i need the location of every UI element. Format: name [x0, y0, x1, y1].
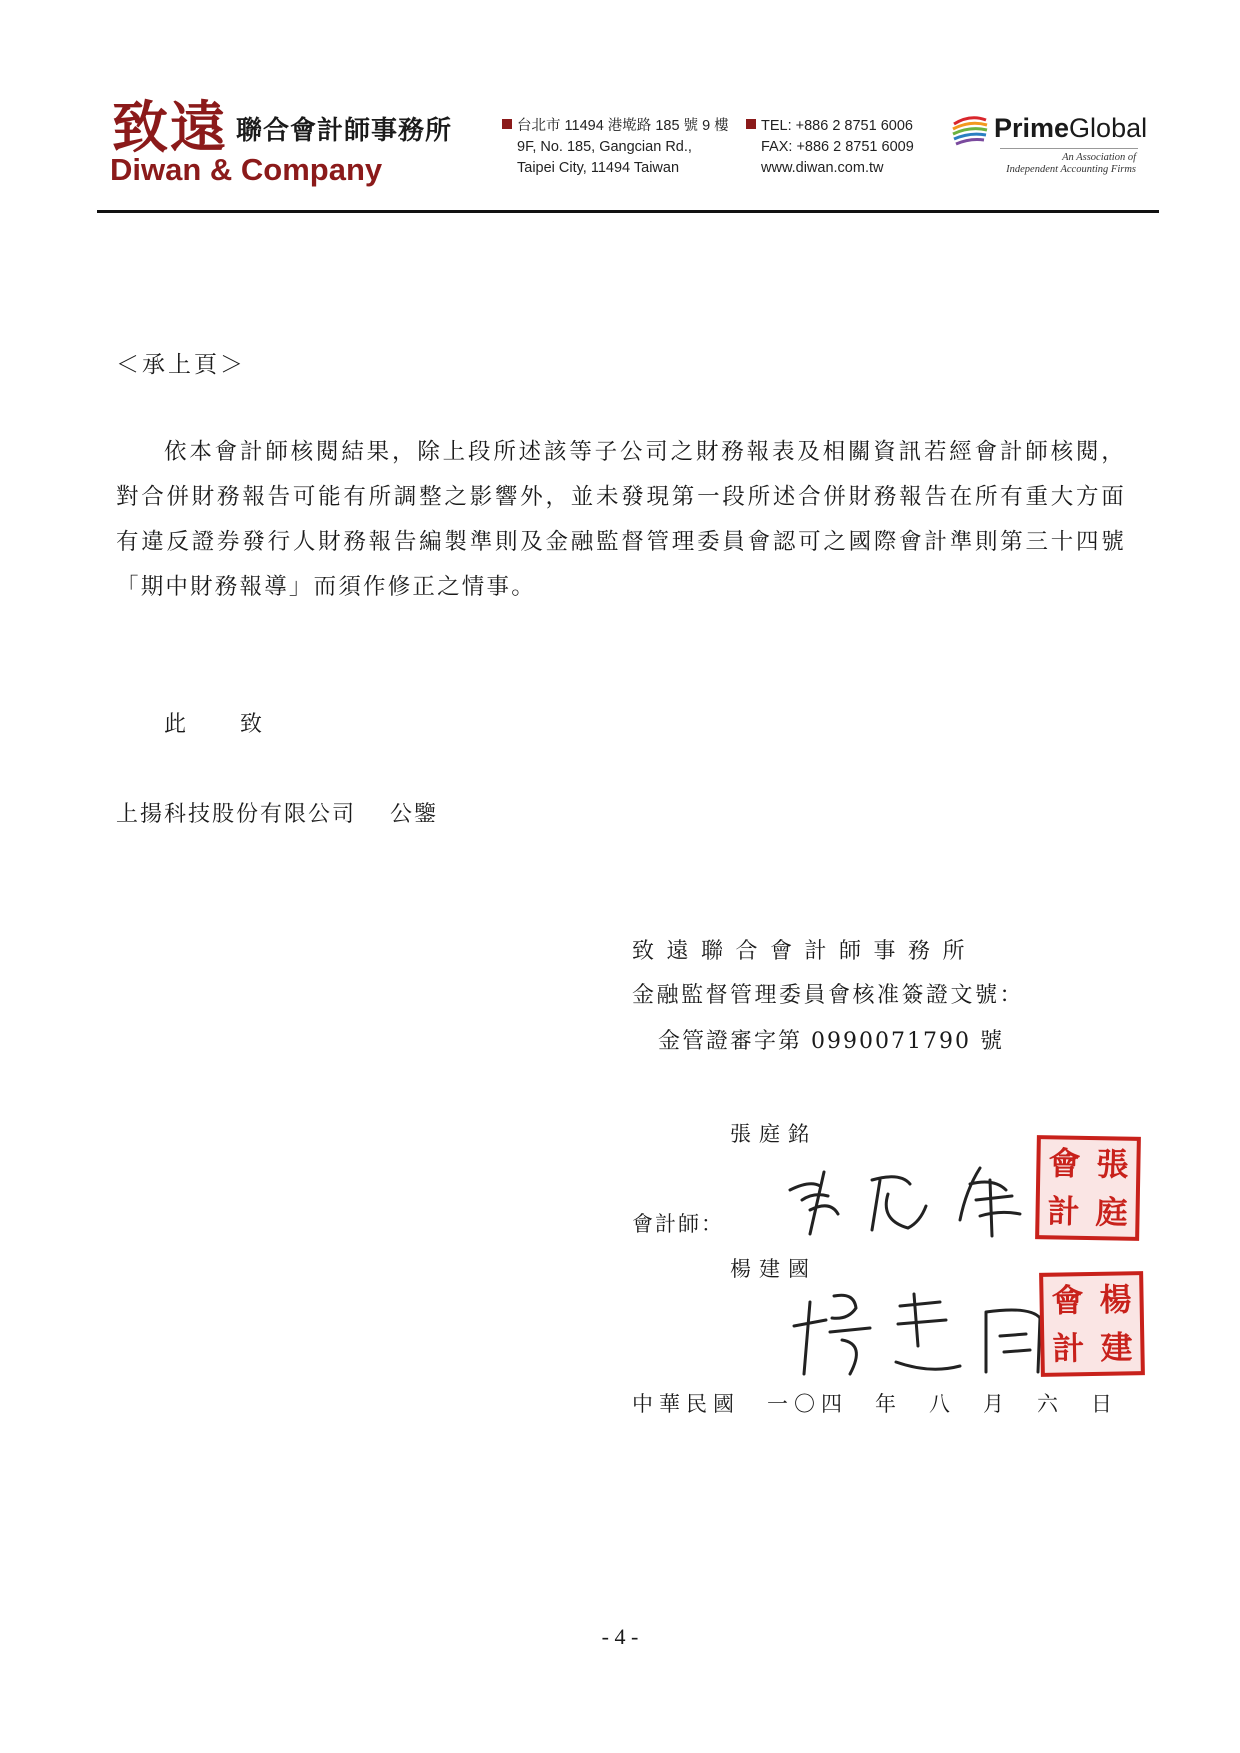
network-divider	[1000, 148, 1138, 149]
network-name-rest: Global	[1069, 113, 1148, 143]
telephone: TEL: +886 2 8751 6006	[761, 118, 913, 134]
seal2-char-4: 建	[1100, 1328, 1133, 1367]
address-line-2: 9F, No. 185, Gangcian Rd.,	[517, 139, 692, 155]
fax: FAX: +886 2 8751 6009	[761, 139, 914, 155]
network-tagline	[996, 152, 1136, 176]
primeglobal-logo-icon	[950, 114, 990, 148]
review-conclusion-paragraph: 依本會計師核閱結果，除上段所述該等子公司之財務報表及相關資訊若經會計師核閱，對合併財務報告可能有所調整之影響外，並未發現第一段所述合併財務報告在所有重大方面有違反證券發行人財務報告編製準則及金融監督管理委員會認可之國際會計準則第三十四號「期中財務報導」而須作修正之情事。	[116, 439, 1126, 600]
approval-label: 金融監督管理委員會核准簽證文號：	[632, 983, 1025, 1008]
website-link[interactable]: www.diwan.com.tw	[761, 160, 884, 176]
firm-address	[502, 116, 729, 179]
continued-marker: ＜承上頁＞	[116, 352, 246, 378]
seal1-char-3: 計	[1047, 1192, 1080, 1231]
firm-name-chinese: 聯合會計師事務所	[236, 116, 453, 146]
firm-contact	[746, 116, 914, 179]
accountant-name-1: 張庭銘	[730, 1122, 817, 1146]
report-date: 中華民國 一〇四 年 八 月 六 日	[632, 1392, 1118, 1416]
cpa-label: 會計師：	[632, 1212, 724, 1236]
accountant-name-2: 楊建國	[730, 1257, 817, 1281]
accountant-seal-1	[1035, 1135, 1141, 1241]
seal1-char-1: 會	[1048, 1144, 1081, 1183]
seal1-char-4: 庭	[1095, 1193, 1128, 1232]
bullet-square-icon	[502, 119, 512, 129]
letterhead-divider	[97, 210, 1159, 213]
salutation-part-1: 此	[164, 712, 187, 737]
handwritten-signature-2	[790, 1282, 1070, 1382]
page-number: - 4 -	[601, 1624, 639, 1649]
firm-name-english: Diwan & Company	[110, 152, 383, 187]
signing-firm-name: 致遠聯合會計師事務所	[632, 939, 978, 964]
address-line-3: Taipei City, 11494 Taiwan	[517, 160, 680, 176]
network-tagline-1: An Association of	[1062, 152, 1136, 163]
seal2-char-1: 會	[1051, 1281, 1084, 1320]
addressee: 上揚科技股份有限公司	[116, 802, 357, 827]
seal2-char-3: 計	[1052, 1329, 1085, 1368]
network-tagline-2: Independent Accounting Firms	[1006, 164, 1136, 175]
accountant-seal-2	[1039, 1271, 1145, 1377]
bullet-square-icon	[746, 119, 756, 129]
handwritten-signature-1	[780, 1150, 1060, 1240]
seal1-char-2: 張	[1096, 1145, 1129, 1184]
approval-number: 金管證審字第 0990071790 號	[658, 1029, 1004, 1054]
salutation-part-2: 致	[240, 712, 263, 737]
address-line-1: 台北市 11494 港墘路 185 號 9 樓	[517, 118, 729, 134]
addressee-suffix: 公鑒	[390, 802, 439, 827]
network-name-bold: Prime	[994, 113, 1070, 143]
network-name	[994, 113, 1147, 144]
seal2-char-2: 楊	[1099, 1280, 1132, 1319]
firm-logo: 致遠	[112, 95, 228, 161]
